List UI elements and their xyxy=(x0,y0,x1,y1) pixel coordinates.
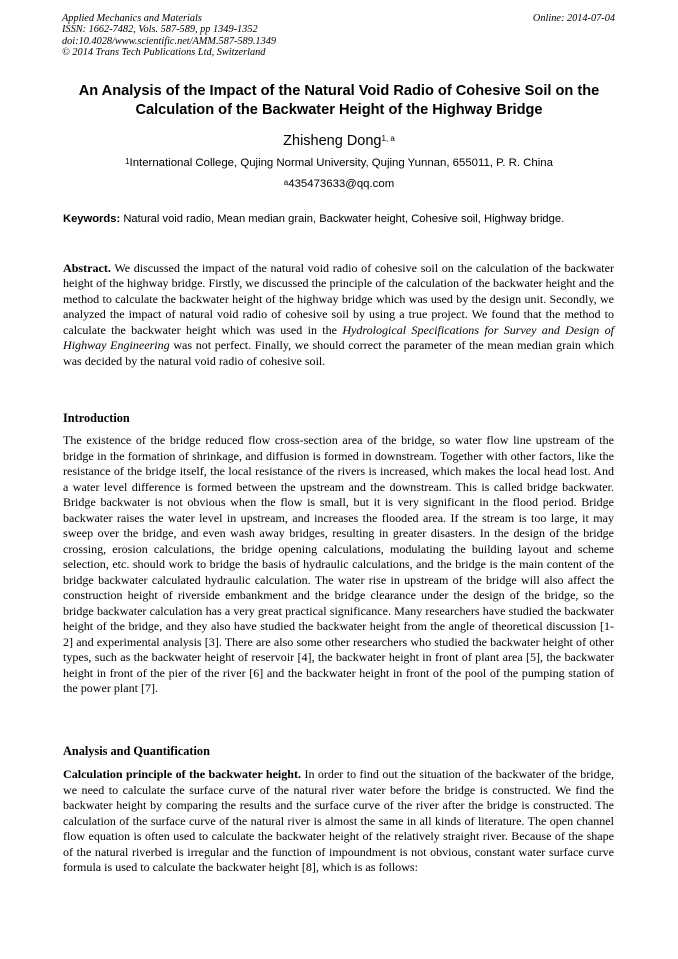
analysis-paragraph xyxy=(63,767,614,876)
doi-line: doi:10.4028/www.scientific.net/AMM.587-589.1349 xyxy=(62,35,277,47)
author-name: Zhisheng Dong xyxy=(283,133,382,149)
email-address: 435473633@qq.com xyxy=(288,178,395,190)
journal-header xyxy=(62,13,276,59)
abstract-label: Abstract. xyxy=(63,261,111,275)
affiliation xyxy=(0,156,678,171)
journal-name: Applied Mechanics and Materials xyxy=(62,13,202,24)
affiliation-text: International College, Qujing Normal University, Qujing Yunnan, 655011, P. R. China xyxy=(129,157,553,169)
copyright-line: © 2014 Trans Tech Publications Ltd, Switzerland xyxy=(62,47,266,59)
online-date: Online: 2014-07-04 xyxy=(532,13,615,24)
analysis-subheading: Calculation principle of the backwater height. xyxy=(63,767,302,781)
keywords xyxy=(63,212,614,228)
abstract-text-2: was not perfect. Finally, we should correct the parameter of the mean median grain which was decided by the natural void radio of cohesive soil. xyxy=(63,338,615,368)
introduction-heading: Introduction xyxy=(63,411,130,425)
keywords-text: Natural void radio, Mean median grain, Backwater height, Cohesive soil, Highway bridge. xyxy=(123,213,565,225)
analysis-text: In order to find out the situation of the backwater of the bridge, we need to calculate the surface curve of the natural river water before the bridge is constructed. We find the backwater height by comparing the results and the surface curve of the river after the bridge is constructed. The calculation of the surface curve of the natural river is almost the same in all kinds of literature. The open channel flow equation is often used to calculate the backwater height of the relatively straight river. Because of the shape of the natural riverbed is irregular and the function of impoundment is not obvious, constant water surface curve formula is used to calculate the backwater height [8], which is as follows: xyxy=(63,767,615,875)
author-sup: 1, a xyxy=(381,134,395,143)
abstract-text-1: We discussed the impact of the natural void radio of cohesive soil on the calculation of the backwater height of the highway bridge. Firstly, we discussed the principle of the calculation of the backwater height and the method to calculate the backwater height of the highway bridge which was used by the design unit. Secondly, we analyzed the impact of natural void radio of cohesive soil by using a true project. We found that the method to calculate the backwater height which was used in the xyxy=(63,261,614,337)
abstract-italic-title: Hydrological Specifications for Survey and Design of Highway Engineering xyxy=(63,322,615,353)
introduction-text: The existence of the bridge reduced flow cross-section area of the bridge, so water flow line upstream of the bridge in the formation of shrinkage, and diffusion is formed in downstream. Together with other factors, like the resistance of the bridge itself, the local resistance of the rivers is increased, which makes the local head lost. And a water level difference is formed between the upstream and the downstream. This is called bridge backwater. Bridge backwater is not obvious when the flow is small, but it is very significant in the flood period. Bridge backwater raises the water level in upstream, and increases the flooded area. If the stream is too large, it may sweep over the bridge, and even wash away bridges, resulting in greater disasters. In the design of the bridge crossing, erosion calculations, the bridge opening calculations, modulating the building layout and scheme selection, etc. should work to bridge the basis of hydraulic calculations, and the bridge is the main content of the bridge backwater calculated hydraulic calculation. The water rise in upstream of the bridge will also affect the construction height of riverside embankment and the bridge clearance under the design of the bridge, so the bridge backwater calculation has a very great practical significance. Many researchers have studied the backwater height of the bridge, and they also have studied the backwater height from the angle of theoretical discussion [1-2] and experimental analysis [3]. There are also some other researchers who studied the backwater height of other types, such as the backwater height of reservoir [4], the backwater height in front of plant area [5], the backwater height in front of the pier of the river [6] and the backwater height in front of the pool of the pumping station of the power plant [7]. xyxy=(63,433,614,696)
email-line xyxy=(0,177,678,192)
paper-title: An Analysis of the Impact of the Natural Void Radio of Cohesive Soil on the Calculation of the Backwater Height of the Highway Bridge xyxy=(78,83,600,118)
issn-line: ISSN: 1662-7482, Vols. 587-589, pp 1349-1352 xyxy=(62,24,258,36)
keywords-label: Keywords: xyxy=(63,213,121,225)
affiliation-sup: 1 xyxy=(125,157,130,166)
email-sup: a xyxy=(283,178,289,187)
author-line xyxy=(0,132,678,150)
abstract xyxy=(63,261,614,369)
analysis-heading: Analysis and Quantification xyxy=(63,744,210,758)
